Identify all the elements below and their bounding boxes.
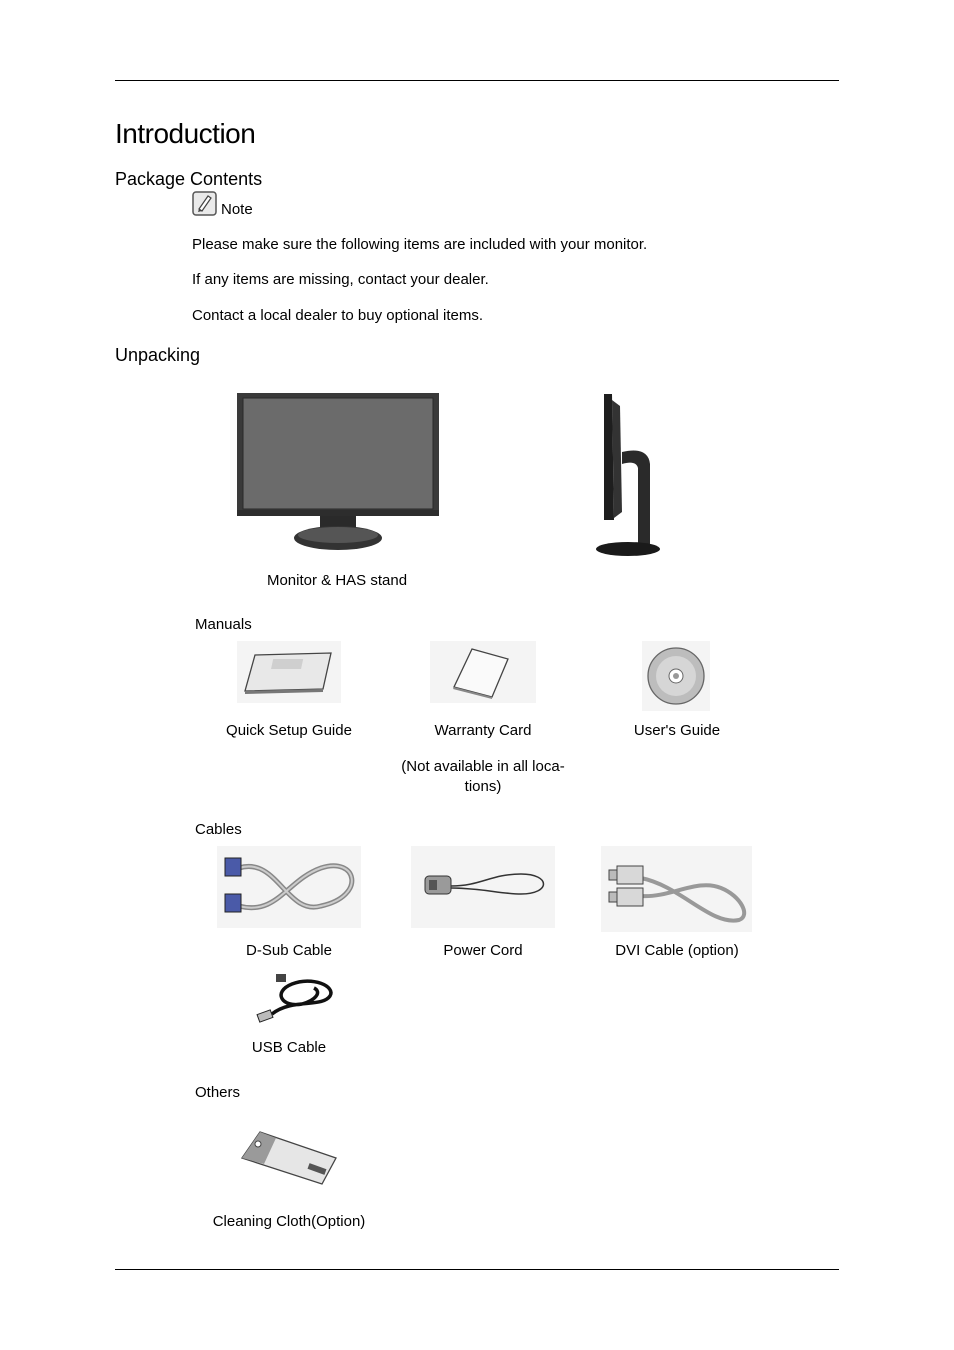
note-line-1: Please make sure the following items are included with your monitor.	[192, 236, 648, 253]
bottom-rule	[115, 1269, 839, 1270]
section-heading-others: Others	[195, 1084, 241, 1101]
monitor-caption: Monitor & HAS stand	[266, 572, 408, 589]
warranty-card-note: (Not available in all loca- tions)	[401, 758, 565, 795]
section-heading-manuals: Manuals	[195, 616, 252, 633]
note-line-3: Contact a local dealer to buy optional items.	[192, 307, 483, 324]
cd-icon	[642, 641, 710, 711]
cable-label-dsub: D-Sub Cable	[246, 942, 332, 959]
manual-label-users-guide: User's Guide	[633, 722, 721, 739]
section-heading-unpacking: Unpacking	[115, 345, 201, 365]
power-cord-icon	[411, 846, 555, 928]
note-line-2: If any items are missing, contact your dealer.	[192, 271, 489, 288]
note-label: Note	[221, 201, 253, 218]
dvi-cable-icon	[601, 846, 752, 932]
monitor-side-image	[592, 392, 666, 558]
cleaning-cloth-icon	[238, 1128, 340, 1188]
usb-cable-icon	[252, 968, 338, 1028]
top-rule	[115, 80, 839, 81]
cable-label-dvi: DVI Cable (option)	[615, 942, 739, 959]
manual-label-warranty-card: Warranty Card	[434, 722, 532, 739]
card-icon	[430, 641, 536, 703]
page-title: Introduction	[115, 118, 256, 149]
note-icon	[192, 191, 217, 216]
cable-label-usb: USB Cable	[251, 1039, 327, 1056]
booklet-icon	[237, 641, 341, 703]
manual-label-quick-setup-guide: Quick Setup Guide	[226, 722, 352, 739]
others-label-cleaning-cloth: Cleaning Cloth(Option)	[212, 1213, 366, 1230]
cable-label-power-cord: Power Cord	[443, 942, 523, 959]
dsub-cable-icon	[217, 846, 361, 928]
section-heading-package-contents: Package Contents	[115, 169, 263, 189]
section-heading-cables: Cables	[195, 821, 242, 838]
monitor-front-image	[236, 392, 440, 554]
